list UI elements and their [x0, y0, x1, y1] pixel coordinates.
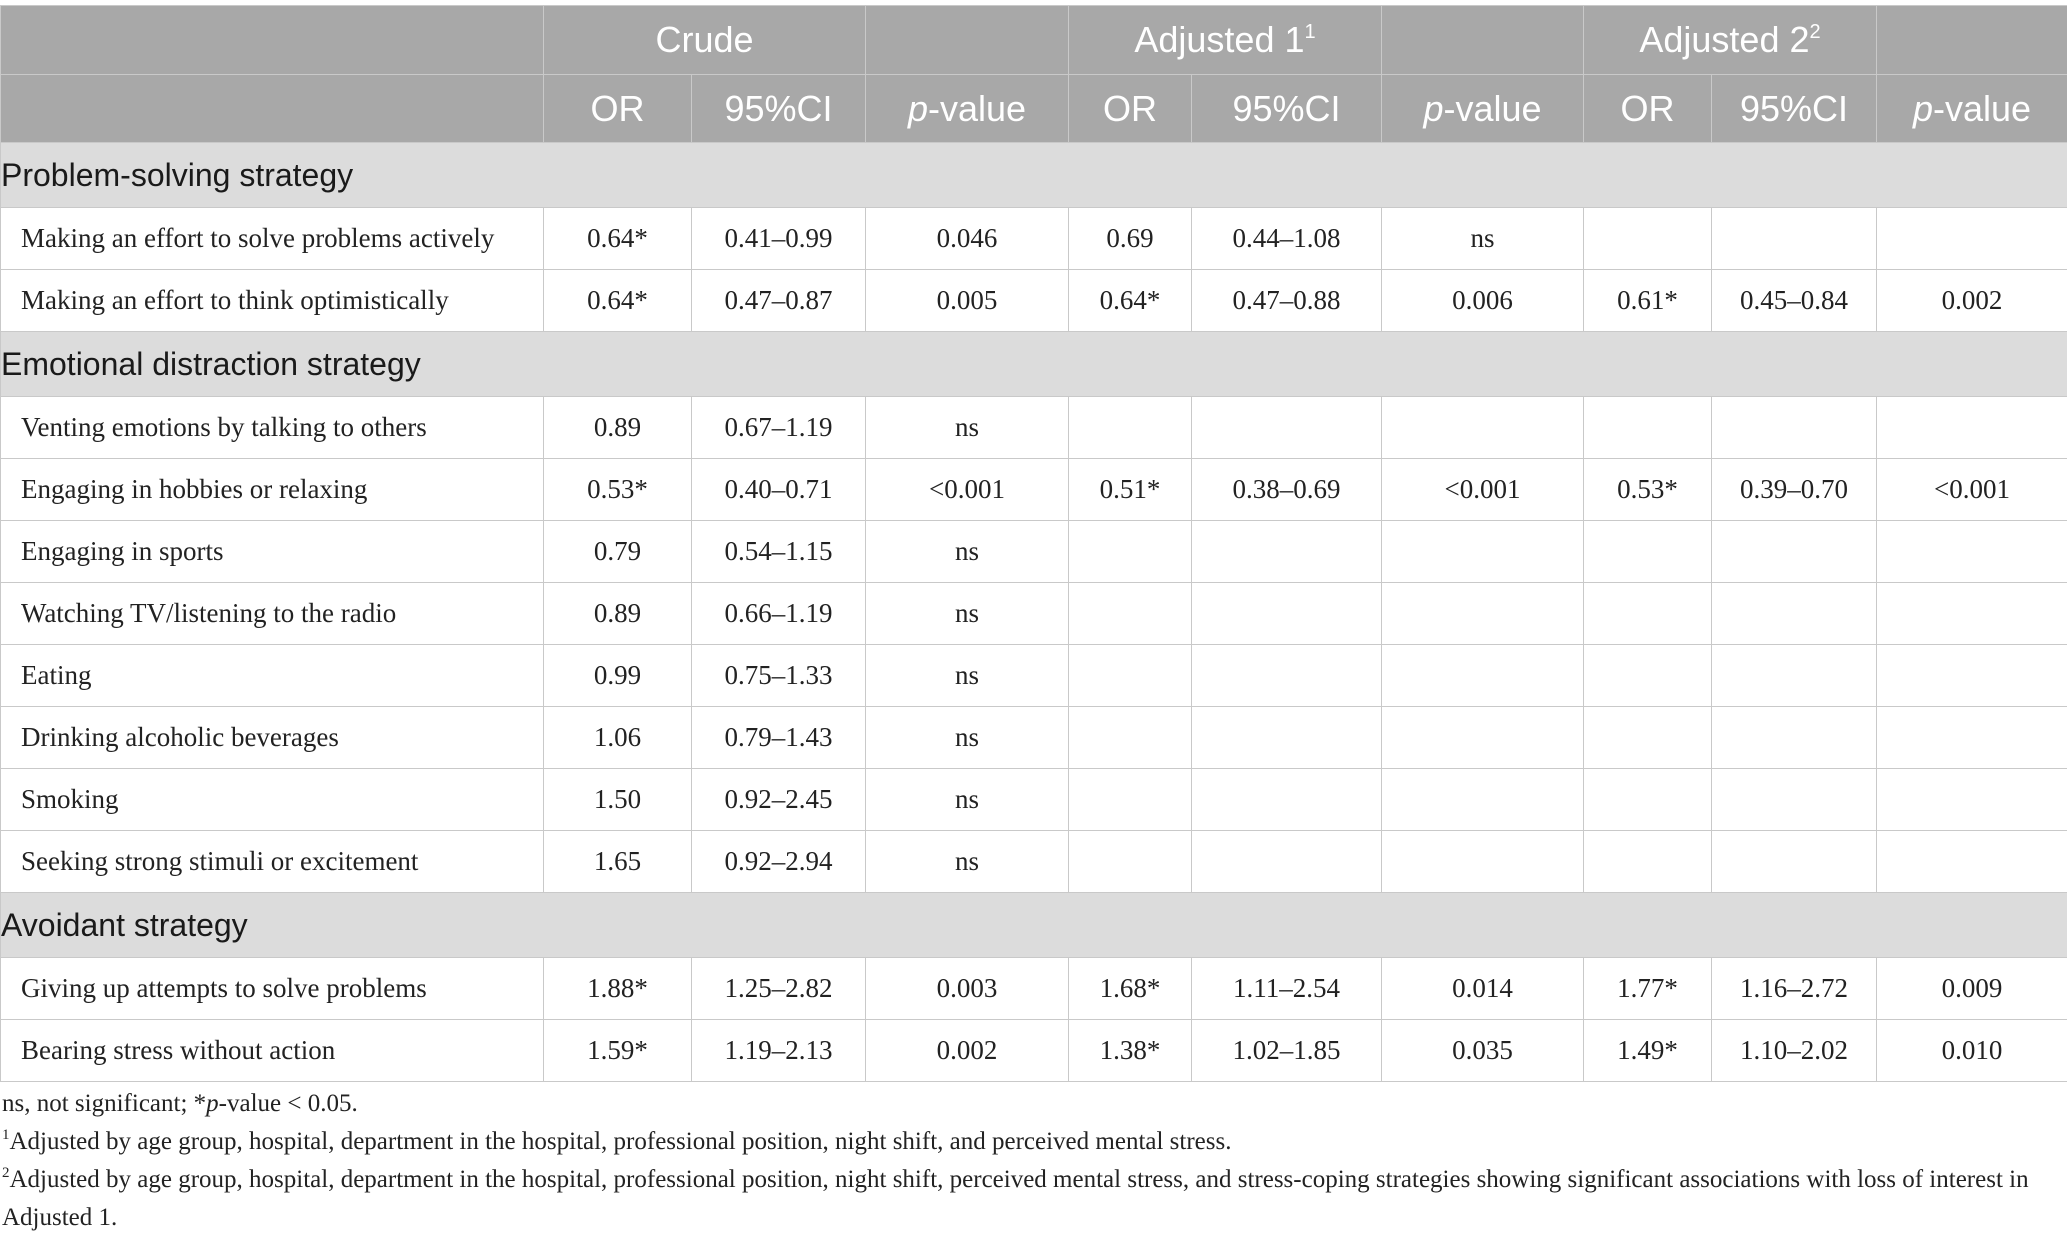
header-group-adjusted-2 — [1584, 6, 1877, 75]
crude-or-cell: 0.53* — [544, 459, 692, 521]
adj2-ci-cell — [1712, 208, 1877, 270]
crude-p-value-cell: 0.002 — [866, 1020, 1069, 1082]
adj1-or-cell: 0.51* — [1069, 459, 1192, 521]
adj1-ci-cell — [1192, 707, 1382, 769]
adj1-p-value-cell: 0.014 — [1382, 958, 1584, 1020]
footnote-marker: 2 — [2, 1165, 10, 1181]
table-row — [1, 208, 2067, 270]
header-empty-cell — [1877, 6, 2067, 75]
header-empty-cell — [866, 6, 1069, 75]
adj2-or-cell — [1584, 208, 1712, 270]
crude-p-value-cell: <0.001 — [866, 459, 1069, 521]
header-group-crude: Crude — [544, 6, 866, 75]
col-header-p-value — [866, 75, 1069, 143]
crude-p-value-cell: ns — [866, 397, 1069, 459]
footnote-text: Adjusted by age group, hospital, department in the hospital, professional position, night shift, perceived mental stress, and stress-coping strategies showing significant associations with loss of interest in Adjusted 1. — [2, 1166, 2029, 1231]
section-title: Problem-solving strategy — [1, 143, 2067, 208]
adj2-or-cell — [1584, 831, 1712, 893]
table-row — [1, 645, 2067, 707]
crude-ci-cell: 0.41–0.99 — [692, 208, 866, 270]
header-empty-cell — [1, 75, 544, 143]
table-row — [1, 521, 2067, 583]
adj1-ci-cell — [1192, 583, 1382, 645]
crude-or-cell: 0.64* — [544, 208, 692, 270]
table-row — [1, 707, 2067, 769]
adj1-p-value-cell: ns — [1382, 208, 1584, 270]
crude-or-cell: 0.79 — [544, 521, 692, 583]
col-header-or: OR — [544, 75, 692, 143]
adj1-p-value-cell — [1382, 769, 1584, 831]
adj1-or-cell — [1069, 645, 1192, 707]
adj2-p-value-cell — [1877, 583, 2067, 645]
adj1-p-value-cell — [1382, 397, 1584, 459]
crude-or-cell: 0.89 — [544, 397, 692, 459]
adj2-p-value-cell — [1877, 645, 2067, 707]
adj2-or-cell: 1.77* — [1584, 958, 1712, 1020]
crude-or-cell: 0.64* — [544, 270, 692, 332]
header-group-adjusted-1-label: Adjusted 1 — [1134, 19, 1305, 60]
adj2-ci-cell: 1.10–2.02 — [1712, 1020, 1877, 1082]
adj2-ci-cell: 0.39–0.70 — [1712, 459, 1877, 521]
adj2-ci-cell: 0.45–0.84 — [1712, 270, 1877, 332]
crude-p-value-cell: ns — [866, 521, 1069, 583]
col-header-or: OR — [1069, 75, 1192, 143]
adj2-p-value-cell — [1877, 707, 2067, 769]
col-header-or: OR — [1584, 75, 1712, 143]
adj2-ci-cell — [1712, 397, 1877, 459]
adj1-ci-cell: 0.47–0.88 — [1192, 270, 1382, 332]
footnote-1 — [2, 1123, 2062, 1161]
crude-ci-cell: 1.19–2.13 — [692, 1020, 866, 1082]
col-header-p-value — [1877, 75, 2067, 143]
crude-ci-cell: 0.67–1.19 — [692, 397, 866, 459]
crude-p-value-cell: 0.005 — [866, 270, 1069, 332]
table-row — [1, 1020, 2067, 1082]
adj1-ci-cell — [1192, 769, 1382, 831]
adj1-ci-cell — [1192, 521, 1382, 583]
p-italic: p — [1912, 87, 1933, 129]
table-row — [1, 583, 2067, 645]
strategy-label: Engaging in hobbies or relaxing — [1, 459, 544, 521]
p-italic: p — [1423, 87, 1444, 129]
adj2-p-value-cell: 0.002 — [1877, 270, 2067, 332]
footnote-text: -value < 0.05. — [218, 1090, 358, 1117]
col-header-p-value — [1382, 75, 1584, 143]
adj2-p-value-cell — [1877, 397, 2067, 459]
crude-ci-cell: 0.79–1.43 — [692, 707, 866, 769]
adj2-or-cell — [1584, 707, 1712, 769]
adj1-ci-cell — [1192, 645, 1382, 707]
section-header-row — [1, 143, 2067, 208]
col-header-ci: 95%CI — [1192, 75, 1382, 143]
adj2-ci-cell — [1712, 583, 1877, 645]
adj1-p-value-cell: <0.001 — [1382, 459, 1584, 521]
crude-ci-cell: 0.40–0.71 — [692, 459, 866, 521]
adj1-or-cell — [1069, 707, 1192, 769]
adj1-p-value-cell — [1382, 583, 1584, 645]
table-row — [1, 397, 2067, 459]
table-row — [1, 459, 2067, 521]
table-row — [1, 270, 2067, 332]
col-header-ci: 95%CI — [1712, 75, 1877, 143]
adj2-or-cell — [1584, 645, 1712, 707]
adj2-p-value-cell — [1877, 769, 2067, 831]
strategy-label: Watching TV/listening to the radio — [1, 583, 544, 645]
adj2-ci-cell — [1712, 645, 1877, 707]
adj1-p-value-cell — [1382, 707, 1584, 769]
header-group-adjusted-2-label: Adjusted 2 — [1639, 19, 1810, 60]
crude-p-value-cell: ns — [866, 769, 1069, 831]
adj2-p-value-cell: 0.009 — [1877, 958, 2067, 1020]
adj1-or-cell — [1069, 583, 1192, 645]
crude-ci-cell: 0.92–2.45 — [692, 769, 866, 831]
adj1-p-value-cell: 0.006 — [1382, 270, 1584, 332]
col-header-ci: 95%CI — [692, 75, 866, 143]
adj2-or-cell: 1.49* — [1584, 1020, 1712, 1082]
strategy-label: Venting emotions by talking to others — [1, 397, 544, 459]
table-footnotes — [2, 1085, 2062, 1237]
adj1-or-cell — [1069, 831, 1192, 893]
header-row-columns — [1, 75, 2067, 143]
adj1-p-value-cell — [1382, 831, 1584, 893]
table-row — [1, 958, 2067, 1020]
adj1-ci-cell — [1192, 397, 1382, 459]
header-row-groups — [1, 6, 2067, 75]
strategy-label: Seeking strong stimuli or excitement — [1, 831, 544, 893]
p-suffix: -value — [1932, 87, 2032, 129]
strategy-label: Drinking alcoholic beverages — [1, 707, 544, 769]
p-suffix: -value — [927, 87, 1027, 129]
header-empty-cell — [1382, 6, 1584, 75]
strategy-label: Making an effort to solve problems actively — [1, 208, 544, 270]
crude-p-value-cell: ns — [866, 707, 1069, 769]
adj2-ci-cell: 1.16–2.72 — [1712, 958, 1877, 1020]
section-title: Emotional distraction strategy — [1, 332, 2067, 397]
table-row — [1, 769, 2067, 831]
crude-p-value-cell: 0.003 — [866, 958, 1069, 1020]
adj1-p-value-cell — [1382, 521, 1584, 583]
adj1-or-cell — [1069, 769, 1192, 831]
adj1-ci-cell: 0.44–1.08 — [1192, 208, 1382, 270]
crude-p-value-cell: 0.046 — [866, 208, 1069, 270]
crude-p-value-cell: ns — [866, 831, 1069, 893]
strategy-label: Smoking — [1, 769, 544, 831]
strategy-label: Eating — [1, 645, 544, 707]
crude-p-value-cell: ns — [866, 583, 1069, 645]
adj2-p-value-cell — [1877, 521, 2067, 583]
section-header-row — [1, 893, 2067, 958]
crude-ci-cell: 0.92–2.94 — [692, 831, 866, 893]
adj1-or-cell: 1.68* — [1069, 958, 1192, 1020]
footnote-2 — [2, 1161, 2062, 1237]
crude-or-cell: 0.99 — [544, 645, 692, 707]
strategy-label: Giving up attempts to solve problems — [1, 958, 544, 1020]
adj2-or-cell — [1584, 583, 1712, 645]
adj2-or-cell — [1584, 397, 1712, 459]
crude-p-value-cell: ns — [866, 645, 1069, 707]
header-group-adjusted-1 — [1069, 6, 1382, 75]
adj1-or-cell: 0.69 — [1069, 208, 1192, 270]
section-header-row — [1, 332, 2067, 397]
crude-ci-cell: 0.75–1.33 — [692, 645, 866, 707]
strategy-label: Bearing stress without action — [1, 1020, 544, 1082]
crude-or-cell: 0.89 — [544, 583, 692, 645]
footnote-text: ns, not significant; * — [2, 1090, 207, 1117]
adj2-ci-cell — [1712, 831, 1877, 893]
footnote-text-italic: p — [206, 1090, 219, 1117]
crude-ci-cell: 0.47–0.87 — [692, 270, 866, 332]
adj1-ci-cell: 1.11–2.54 — [1192, 958, 1382, 1020]
footnote-text: Adjusted by age group, hospital, department in the hospital, professional position, night shift, and perceived mental stress. — [9, 1128, 1232, 1155]
adj1-or-cell — [1069, 397, 1192, 459]
strategy-label: Engaging in sports — [1, 521, 544, 583]
crude-or-cell: 1.59* — [544, 1020, 692, 1082]
adj1-or-cell: 1.38* — [1069, 1020, 1192, 1082]
results-table — [0, 5, 2067, 1082]
crude-ci-cell: 1.25–2.82 — [692, 958, 866, 1020]
crude-ci-cell: 0.66–1.19 — [692, 583, 866, 645]
adj2-p-value-cell — [1877, 208, 2067, 270]
adj2-ci-cell — [1712, 707, 1877, 769]
adj2-ci-cell — [1712, 769, 1877, 831]
adj1-p-value-cell — [1382, 645, 1584, 707]
crude-or-cell: 1.65 — [544, 831, 692, 893]
footnote-ref-1: 1 — [1304, 21, 1316, 43]
header-empty-cell — [1, 6, 544, 75]
adj1-ci-cell — [1192, 831, 1382, 893]
adj1-ci-cell: 1.02–1.85 — [1192, 1020, 1382, 1082]
adj1-or-cell: 0.64* — [1069, 270, 1192, 332]
p-italic: p — [907, 87, 928, 129]
p-suffix: -value — [1443, 87, 1542, 129]
adj2-or-cell — [1584, 769, 1712, 831]
footnote-marker: 1 — [2, 1127, 10, 1143]
adj1-ci-cell: 0.38–0.69 — [1192, 459, 1382, 521]
crude-or-cell: 1.50 — [544, 769, 692, 831]
adj2-or-cell: 0.61* — [1584, 270, 1712, 332]
adj2-or-cell: 0.53* — [1584, 459, 1712, 521]
strategy-label: Making an effort to think optimistically — [1, 270, 544, 332]
footnote-abbrev — [2, 1085, 2062, 1123]
crude-or-cell: 1.88* — [544, 958, 692, 1020]
crude-ci-cell: 0.54–1.15 — [692, 521, 866, 583]
table-row — [1, 831, 2067, 893]
section-title: Avoidant strategy — [1, 893, 2067, 958]
adj1-p-value-cell: 0.035 — [1382, 1020, 1584, 1082]
adj2-p-value-cell: 0.010 — [1877, 1020, 2067, 1082]
adj2-p-value-cell: <0.001 — [1877, 459, 2067, 521]
adj2-or-cell — [1584, 521, 1712, 583]
adj1-or-cell — [1069, 521, 1192, 583]
table-body — [1, 143, 2067, 1082]
footnote-ref-2: 2 — [1809, 21, 1821, 43]
adj2-p-value-cell — [1877, 831, 2067, 893]
crude-or-cell: 1.06 — [544, 707, 692, 769]
adj2-ci-cell — [1712, 521, 1877, 583]
